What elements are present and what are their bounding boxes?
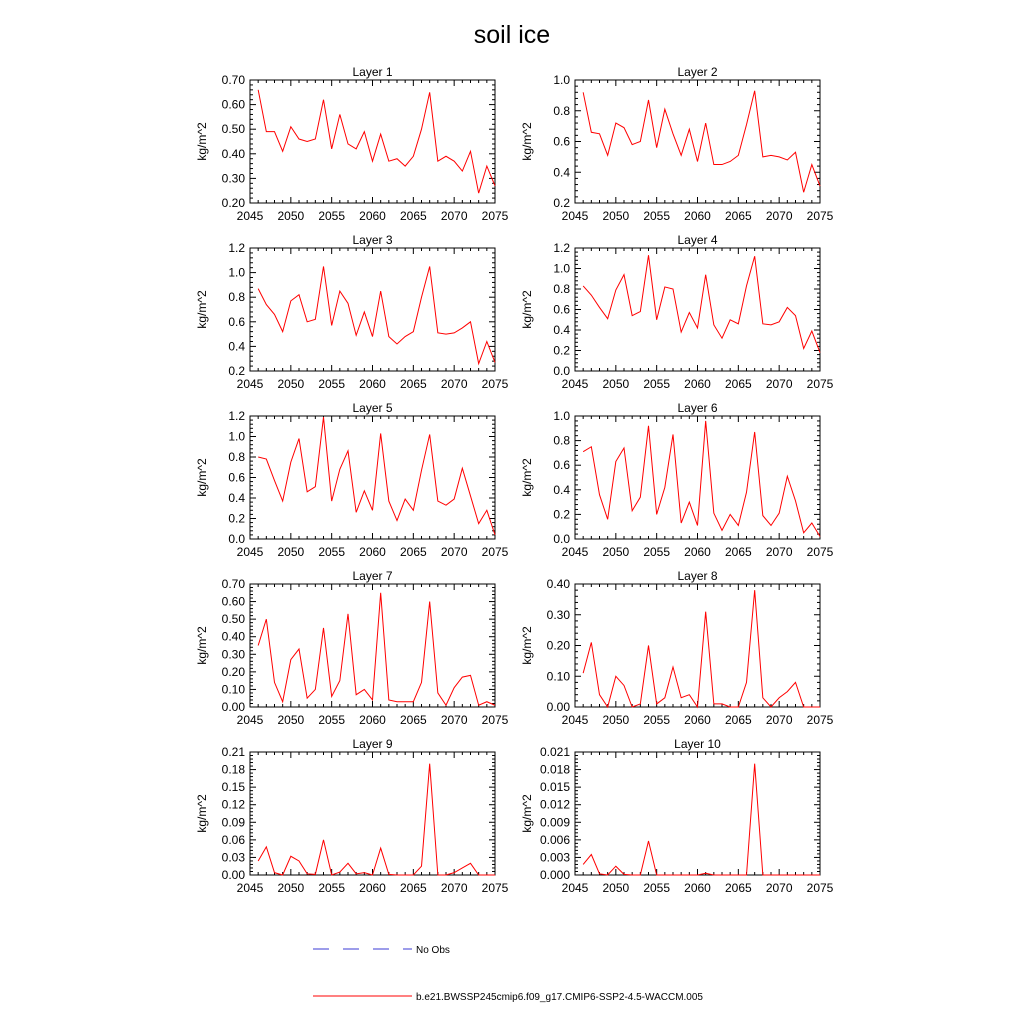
layer-9-ylabel: kg/m^2: [195, 794, 209, 833]
layer-4-xtick-label: 2075: [806, 377, 834, 391]
layer-7-ytick-label: 0.00: [221, 700, 245, 714]
layer-1-xtick-label: 2070: [440, 209, 468, 223]
layer-10-ytick-label: 0.006: [539, 832, 570, 847]
layer-1-title: Layer 1: [352, 65, 393, 79]
layer-2-ytick-label: 1.0: [553, 73, 570, 87]
layer-3-xtick-label: 2055: [318, 377, 346, 391]
layer-6-xtick-label: 2065: [724, 545, 752, 559]
layer-7-xtick-label: 2045: [236, 713, 264, 727]
layer-3-ytick-label: 0.8: [228, 290, 245, 305]
layer-4-ylabel: kg/m^2: [520, 290, 534, 329]
layer-1-chart: [195, 65, 509, 223]
layer-10-xtick-label: 2070: [765, 881, 793, 895]
layer-1-xtick-label: 2065: [399, 209, 427, 223]
layer-1-xtick-label: 2060: [359, 209, 386, 223]
panels: [195, 65, 834, 895]
layer-6-xtick-label: 2075: [806, 545, 834, 559]
layer-2-ytick-label: 0.8: [553, 103, 570, 118]
layer-8-xtick-label: 2055: [643, 713, 671, 727]
layer-6-xtick-label: 2045: [561, 545, 589, 559]
layer-7-ytick-label: 0.60: [221, 594, 245, 609]
layer-7-xtick-label: 2075: [481, 713, 509, 727]
layer-2-series-line: [583, 91, 820, 192]
layer-8-chart: [520, 569, 834, 727]
layer-9-ytick-label: 0.15: [221, 780, 245, 795]
layer-3-xtick-label: 2070: [440, 377, 468, 391]
layer-5-xtick-label: 2050: [277, 545, 305, 559]
layer-10-xtick-label: 2050: [602, 881, 630, 895]
layer-9-xtick-label: 2060: [359, 881, 386, 895]
layer-9-xtick-label: 2055: [318, 881, 346, 895]
layer-9-xtick-label: 2050: [277, 881, 305, 895]
layer-8-xtick-label: 2065: [724, 713, 752, 727]
layer-10-xtick-label: 2045: [561, 881, 589, 895]
layer-1-ytick-label: 0.50: [221, 122, 245, 137]
layer-5-title: Layer 5: [352, 401, 393, 415]
layer-4-ytick-label: 1.2: [553, 241, 570, 255]
layer-6-xtick-label: 2050: [602, 545, 630, 559]
layer-3-xtick-label: 2060: [359, 377, 386, 391]
layer-2-xtick-label: 2045: [561, 209, 589, 223]
layer-9-series-line: [258, 764, 495, 875]
layer-3-ytick-label: 1.2: [228, 241, 245, 255]
layer-8-xtick-label: 2070: [765, 713, 793, 727]
layer-4-xtick-label: 2050: [602, 377, 630, 391]
layer-3-ytick-label: 0.4: [228, 339, 245, 354]
layer-3-title: Layer 3: [352, 233, 393, 247]
layer-6-ytick-label: 0.6: [553, 458, 570, 473]
layer-2-chart: [520, 65, 834, 223]
layer-7-ylabel: kg/m^2: [195, 626, 209, 665]
layer-8-ytick-label: 0.20: [546, 638, 570, 653]
layer-10-ytick-label: 0.015: [539, 780, 570, 795]
layer-5-xtick-label: 2060: [359, 545, 386, 559]
layer-7-xtick-label: 2070: [440, 713, 468, 727]
layer-9-plot-frame: [250, 752, 495, 875]
layer-1-xtick-label: 2045: [236, 209, 264, 223]
layer-10-ytick-label: 0.021: [539, 745, 570, 759]
layer-10-ytick-label: 0.003: [539, 850, 570, 865]
layer-5-ylabel: kg/m^2: [195, 458, 209, 497]
layer-4-ytick-label: 0.0: [553, 364, 570, 378]
layer-8-title: Layer 8: [677, 569, 718, 583]
layer-4-xtick-label: 2045: [561, 377, 589, 391]
layer-5-xtick-label: 2070: [440, 545, 468, 559]
layer-2-xtick-label: 2070: [765, 209, 793, 223]
layer-2-ytick-label: 0.6: [553, 134, 570, 149]
layer-9-xtick-label: 2065: [399, 881, 427, 895]
layer-3-ytick-label: 0.6: [228, 314, 245, 329]
layer-3-ytick-label: 0.2: [228, 364, 245, 378]
layer-4-title: Layer 4: [677, 233, 718, 247]
layer-5-ytick-label: 0.0: [228, 532, 245, 546]
layer-8-ytick-label: 0.40: [546, 577, 570, 591]
figure-title: soil ice: [473, 21, 551, 49]
layer-4-series-line: [583, 255, 820, 352]
layer-8-ytick-label: 0.10: [546, 669, 570, 684]
layer-9-ytick-label: 0.00: [221, 868, 245, 882]
layer-1-xtick-label: 2055: [318, 209, 346, 223]
layer-3-ytick-label: 1.0: [228, 265, 245, 280]
layer-7-ytick-label: 0.70: [221, 577, 245, 591]
layer-2-ytick-label: 0.4: [553, 165, 570, 180]
layer-8-plot-frame: [575, 584, 820, 707]
layer-10-ytick-label: 0.000: [539, 868, 570, 882]
layer-9-ytick-label: 0.06: [221, 832, 245, 847]
layer-3-chart: [195, 233, 509, 391]
layer-2-title: Layer 2: [677, 65, 718, 79]
layer-4-chart: [520, 233, 834, 391]
layer-7-ytick-label: 0.40: [221, 629, 245, 644]
layer-2-xtick-label: 2075: [806, 209, 834, 223]
layer-6-xtick-label: 2070: [765, 545, 793, 559]
layer-2-xtick-label: 2050: [602, 209, 630, 223]
layer-5-xtick-label: 2055: [318, 545, 346, 559]
layer-10-ytick-label: 0.009: [539, 815, 570, 830]
layer-7-xtick-label: 2050: [277, 713, 305, 727]
layer-5-xtick-label: 2045: [236, 545, 264, 559]
layer-9-title: Layer 9: [352, 737, 393, 751]
layer-2-plot-frame: [575, 80, 820, 203]
layer-6-ytick-label: 0.2: [553, 507, 570, 522]
layer-6-ytick-label: 0.4: [553, 482, 570, 497]
layer-9-chart: [195, 737, 509, 895]
layer-5-ytick-label: 1.2: [228, 409, 245, 423]
layer-2-ylabel: kg/m^2: [520, 122, 534, 161]
layer-8-ytick-label: 0.30: [546, 607, 570, 622]
layer-9-xtick-label: 2045: [236, 881, 264, 895]
layer-5-ytick-label: 1.0: [228, 429, 245, 444]
layer-7-xtick-label: 2065: [399, 713, 427, 727]
layer-4-xtick-label: 2060: [684, 377, 711, 391]
layer-10-xtick-label: 2060: [684, 881, 711, 895]
layer-10-series-line: [583, 764, 820, 875]
layer-5-ytick-label: 0.2: [228, 511, 245, 526]
layer-6-xtick-label: 2055: [643, 545, 671, 559]
layer-5-xtick-label: 2075: [481, 545, 509, 559]
legend-model-label: b.e21.BWSSP245cmip6.f09_g17.CMIP6-SSP2-4.5-WACCM.005: [416, 992, 703, 1003]
layer-10-xtick-label: 2055: [643, 881, 671, 895]
layer-6-ytick-label: 1.0: [553, 409, 570, 423]
layer-7-plot-frame: [250, 584, 495, 707]
layer-4-ytick-label: 0.4: [553, 323, 570, 337]
layer-4-ytick-label: 0.2: [553, 343, 570, 358]
layer-8-xtick-label: 2050: [602, 713, 630, 727]
layer-1-plot-frame: [250, 80, 495, 203]
layer-3-xtick-label: 2065: [399, 377, 427, 391]
layer-9-ytick-label: 0.21: [221, 745, 245, 759]
layer-1-ytick-label: 0.40: [221, 146, 245, 161]
layer-8-series-line: [583, 590, 820, 707]
layer-10-ylabel: kg/m^2: [520, 794, 534, 833]
layer-2-ytick-label: 0.2: [553, 196, 570, 210]
layer-5-chart: [195, 401, 509, 559]
layer-10-xtick-label: 2065: [724, 881, 752, 895]
layer-4-xtick-label: 2055: [643, 377, 671, 391]
layer-10-xtick-label: 2075: [806, 881, 834, 895]
layer-2-xtick-label: 2055: [643, 209, 671, 223]
layer-3-plot-frame: [250, 248, 495, 371]
layer-1-ytick-label: 0.60: [221, 97, 245, 112]
layer-7-chart: [195, 569, 509, 727]
layer-1-series-line: [258, 90, 495, 193]
layer-2-xtick-label: 2065: [724, 209, 752, 223]
layer-7-ytick-label: 0.50: [221, 612, 245, 627]
layer-6-series-line: [583, 421, 820, 537]
layer-10-title: Layer 10: [674, 737, 721, 751]
layer-6-xtick-label: 2060: [684, 545, 711, 559]
layer-8-ylabel: kg/m^2: [520, 626, 534, 665]
layer-9-xtick-label: 2075: [481, 881, 509, 895]
layer-7-xtick-label: 2055: [318, 713, 346, 727]
layer-6-title: Layer 6: [677, 401, 718, 415]
layer-7-ytick-label: 0.20: [221, 664, 245, 679]
layer-8-xtick-label: 2060: [684, 713, 711, 727]
layer-5-ytick-label: 0.4: [228, 491, 245, 505]
layer-1-xtick-label: 2075: [481, 209, 509, 223]
layer-3-ylabel: kg/m^2: [195, 290, 209, 329]
layer-9-ytick-label: 0.18: [221, 762, 245, 777]
layer-7-series-line: [258, 593, 495, 705]
layer-10-chart: [520, 737, 834, 895]
layer-1-ylabel: kg/m^2: [195, 122, 209, 161]
layer-7-xtick-label: 2060: [359, 713, 386, 727]
layer-5-ytick-label: 0.8: [228, 450, 245, 464]
layer-5-ytick-label: 0.6: [228, 470, 245, 485]
layer-9-ytick-label: 0.09: [221, 815, 245, 830]
layer-8-xtick-label: 2075: [806, 713, 834, 727]
layer-6-ytick-label: 0.8: [553, 433, 570, 448]
layer-4-xtick-label: 2070: [765, 377, 793, 391]
layer-4-plot-frame: [575, 248, 820, 371]
layer-9-ytick-label: 0.03: [221, 850, 245, 865]
layer-3-xtick-label: 2045: [236, 377, 264, 391]
layer-5-plot-frame: [250, 416, 495, 539]
layer-5-xtick-label: 2065: [399, 545, 427, 559]
layer-1-ytick-label: 0.20: [221, 196, 245, 210]
layer-7-title: Layer 7: [352, 569, 393, 583]
layer-2-xtick-label: 2060: [684, 209, 711, 223]
layer-7-ytick-label: 0.30: [221, 647, 245, 662]
layer-1-xtick-label: 2050: [277, 209, 305, 223]
layer-4-ytick-label: 0.8: [553, 282, 570, 296]
layer-5-series-line: [258, 417, 495, 535]
layer-4-xtick-label: 2065: [724, 377, 752, 391]
layer-9-ytick-label: 0.12: [221, 797, 245, 812]
layer-3-xtick-label: 2075: [481, 377, 509, 391]
layer-1-ytick-label: 0.70: [221, 73, 245, 87]
layer-9-xtick-label: 2070: [440, 881, 468, 895]
layer-3-xtick-label: 2050: [277, 377, 305, 391]
layer-6-chart: [520, 401, 834, 559]
layer-8-ytick-label: 0.00: [546, 700, 570, 714]
layer-8-xtick-label: 2045: [561, 713, 589, 727]
layer-10-ytick-label: 0.018: [539, 762, 570, 777]
legend: [313, 945, 703, 1003]
layer-10-ytick-label: 0.012: [539, 797, 570, 812]
layer-10-plot-frame: [575, 752, 820, 875]
legend-obs-label: No Obs: [416, 945, 450, 956]
layer-7-ytick-label: 0.10: [221, 682, 245, 697]
layer-1-ytick-label: 0.30: [221, 171, 245, 186]
layer-3-series-line: [258, 266, 495, 363]
layer-4-ytick-label: 0.6: [553, 302, 570, 317]
layer-6-ylabel: kg/m^2: [520, 458, 534, 497]
layer-6-ytick-label: 0.0: [553, 532, 570, 546]
layer-4-ytick-label: 1.0: [553, 261, 570, 276]
